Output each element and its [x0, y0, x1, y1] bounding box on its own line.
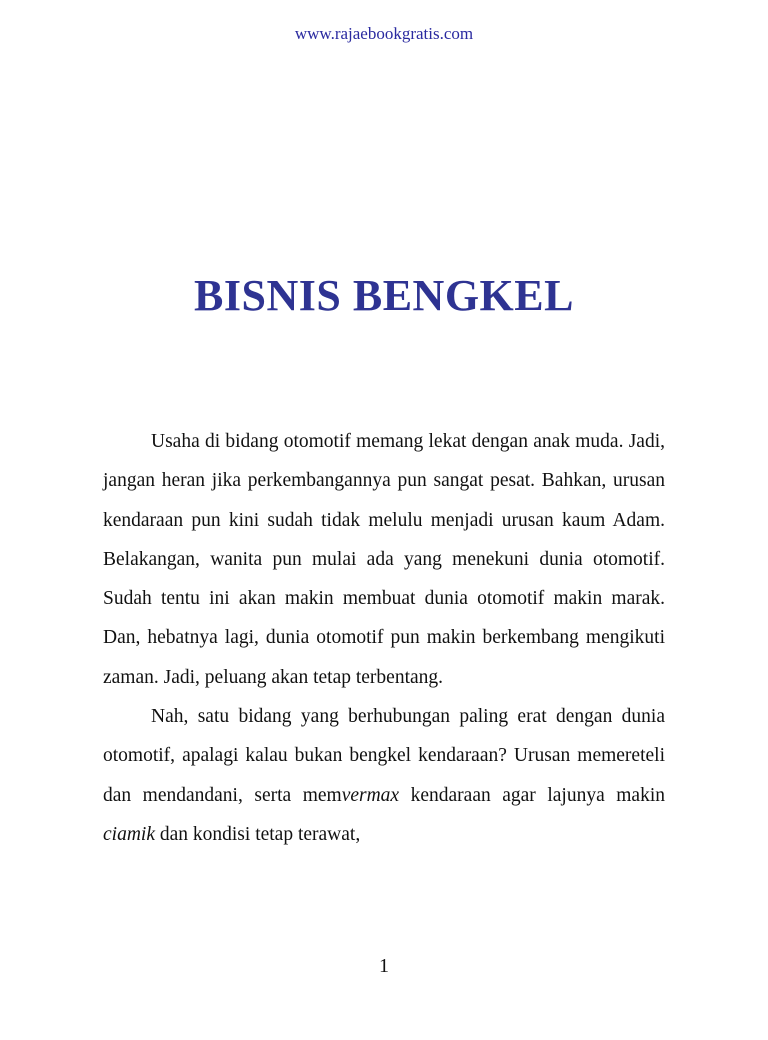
- body-text: [103, 422, 665, 854]
- paragraph-2-italic-ciamik: ciamik: [103, 823, 155, 845]
- paragraph-2-italic-vermax: vermax: [341, 784, 400, 806]
- paragraph-2: [103, 697, 665, 854]
- paragraph-1: Usaha di bidang otomotif memang lekat dengan anak muda. Jadi, jangan heran jika perkembangannya pun sangat pesat. Bahkan, urusan kendaraan pun kini sudah tidak melulu menjadi urusan kaum Adam. Belakangan, wanita pun mulai ada yang menekuni dunia otomotif. Sudah tentu ini akan makin membuat dunia otomotif makin marak. Dan, hebatnya lagi, dunia otomotif pun makin berkembang mengikuti zaman. Jadi, peluang akan tetap terbentang.: [103, 431, 665, 688]
- chapter-title: BISNIS BENGKEL: [194, 271, 574, 320]
- paragraph-2-part3: dan kondisi tetap terawat,: [154, 823, 361, 845]
- page-number: 1: [379, 955, 389, 977]
- paragraph-2-part2: kendaraan agar lajunya makin: [399, 784, 665, 806]
- paragraph-2-part1: Nah, satu bidang yang berhubungan paling erat dengan dunia otomotif, apalagi kalau bukan bengkel kendaraan? Urusan memereteli dan mendandani, serta mem: [103, 706, 665, 806]
- header-url[interactable]: www.rajaebookgratis.com: [294, 24, 474, 43]
